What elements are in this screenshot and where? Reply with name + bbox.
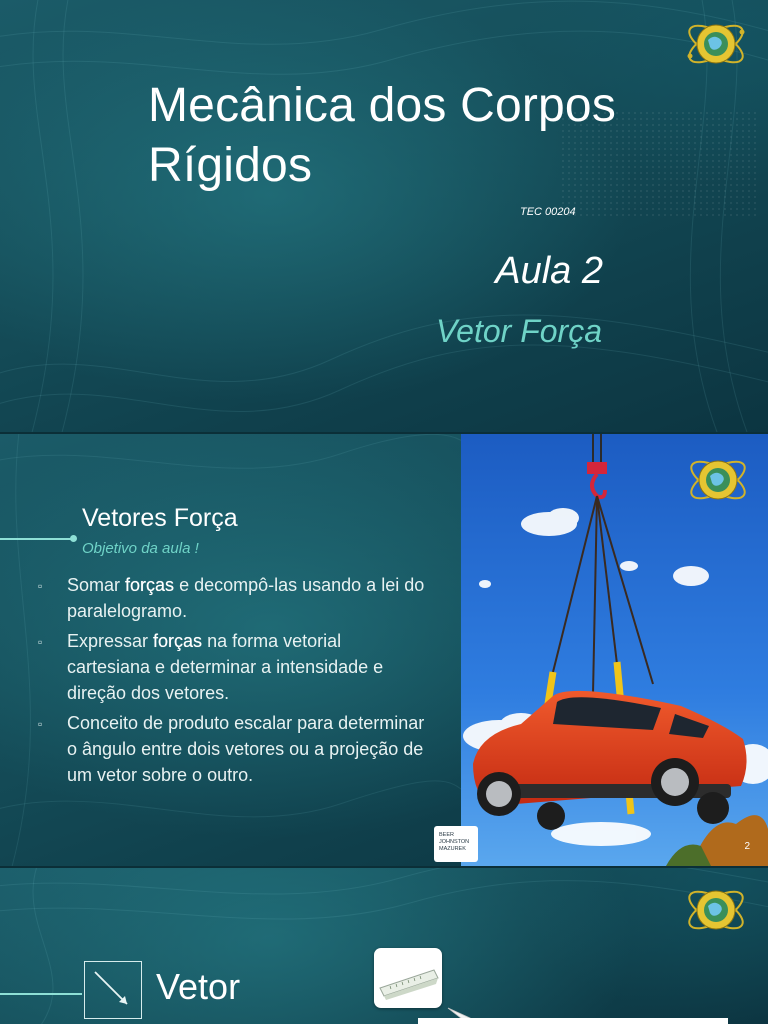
badge-line: MAZUREK xyxy=(439,846,466,852)
slide-title: Vetores Força xyxy=(82,504,238,532)
lesson-subtitle: Vetor Força xyxy=(436,313,602,349)
objectives-slide xyxy=(0,434,768,866)
list-item xyxy=(36,572,426,624)
arrow-diagonal-icon xyxy=(85,962,140,1017)
contour-lines-decoration xyxy=(0,0,768,432)
objectives-list xyxy=(36,572,426,792)
page-number: 2 xyxy=(744,841,750,852)
bullet-keyword: forças xyxy=(125,575,175,595)
bullet-text: Expressar xyxy=(67,631,154,651)
triangular-ruler-icon xyxy=(374,948,442,1008)
paper-strip-image xyxy=(418,1018,728,1024)
crane-lifting-car-photo xyxy=(461,434,768,866)
square-bullet-icon: ▫ xyxy=(38,635,43,649)
vector-slide xyxy=(0,868,768,1024)
bullet-text: Somar xyxy=(67,575,126,595)
badge-line: JOHNSTON xyxy=(439,839,470,845)
list-item xyxy=(36,710,426,788)
square-bullet-icon: ▫ xyxy=(38,579,43,593)
title-accent-dot xyxy=(70,535,77,542)
bullet-keyword: forças xyxy=(153,631,203,651)
list-item xyxy=(36,628,426,706)
bullet-text: na forma vetorial cartesiana e determinar a intensidade e direção dos vetores. xyxy=(67,631,384,703)
title-accent-line xyxy=(0,538,73,540)
university-seal-icon xyxy=(684,878,748,942)
title-accent-line xyxy=(0,993,82,995)
publisher-badge xyxy=(434,826,478,862)
vector-icon-frame xyxy=(84,961,142,1019)
slide-title: Vetor xyxy=(156,966,241,1007)
badge-line: BEER xyxy=(439,832,454,838)
presentation-title: Mecânica dos Corpos Rígidos xyxy=(148,79,617,192)
square-bullet-icon: ▫ xyxy=(38,717,43,731)
slide-subtitle: Objetivo da aula ! xyxy=(82,540,199,557)
title-slide xyxy=(0,0,768,432)
scale-ruler-image xyxy=(374,948,442,1008)
lesson-number: Aula 2 xyxy=(495,250,603,292)
bullet-text: e decompô-las usando a lei do paralelogramo. xyxy=(67,575,425,621)
university-seal-icon xyxy=(684,12,748,76)
course-code: TEC 00204 xyxy=(520,206,576,218)
bullet-text: Conceito de produto escalar para determinar o ângulo entre dois vetores ou a projeção de um vetor sobre o outro. xyxy=(67,713,425,785)
